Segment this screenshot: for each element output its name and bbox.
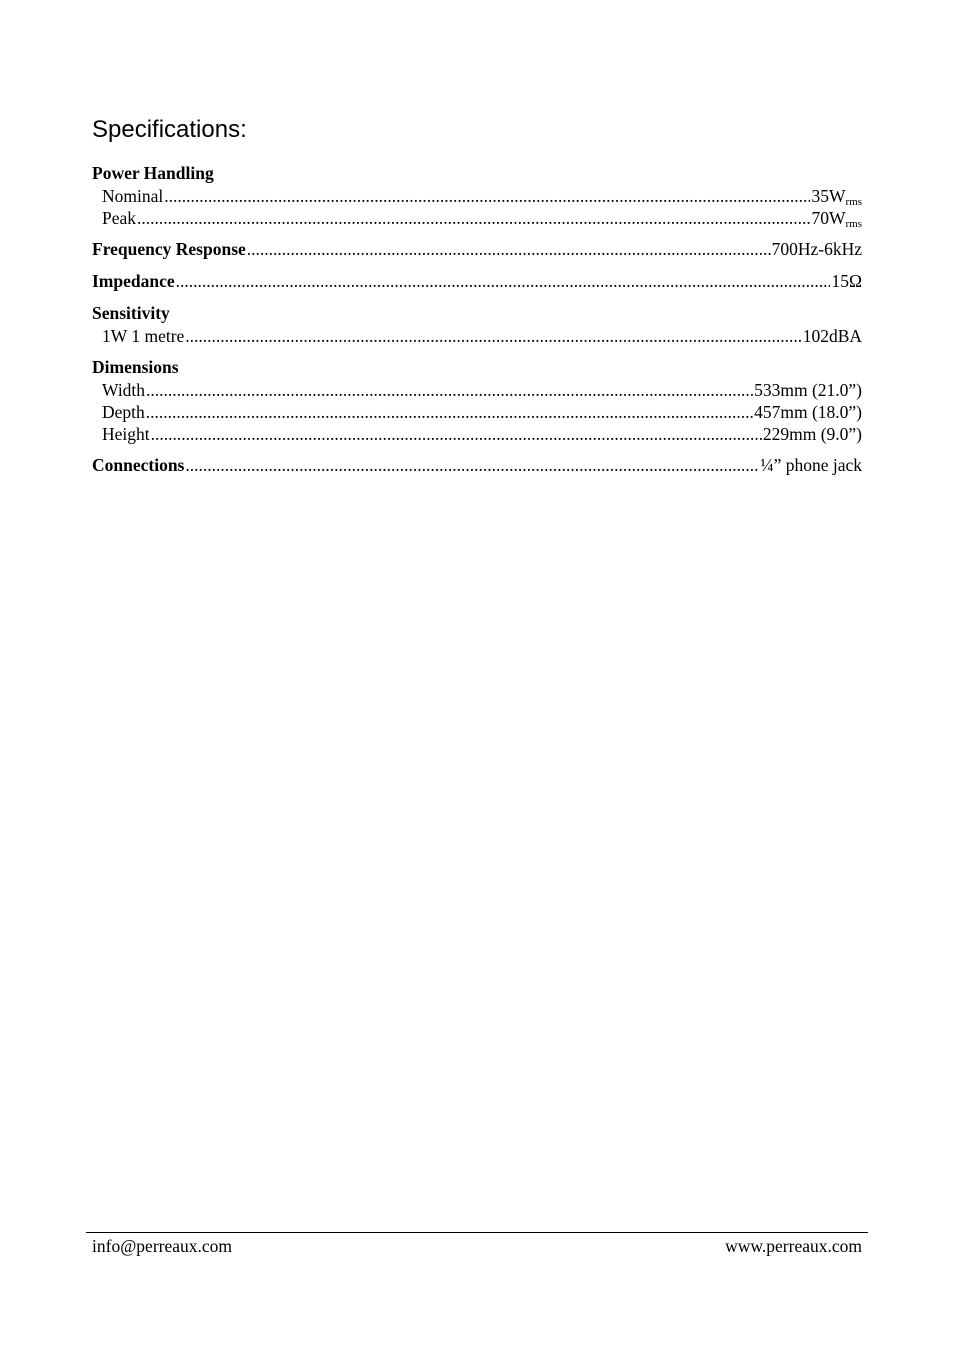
leader-dots [137, 207, 810, 229]
connections-value: ¼” phone jack [760, 455, 862, 475]
peak-value-group [811, 207, 862, 229]
page-footer [92, 1235, 862, 1257]
sensitivity-label: 1W 1 metre [102, 326, 185, 346]
sensitivity-section [92, 302, 862, 347]
connections-section [92, 454, 862, 477]
frequency-response-label: Frequency Response [92, 239, 246, 259]
leader-dots [164, 185, 810, 207]
nominal-row [92, 185, 862, 207]
power-handling-section [92, 162, 862, 229]
dimensions-section [92, 356, 862, 445]
footer-divider [86, 1232, 868, 1233]
power-handling-heading: Power Handling [92, 163, 214, 183]
peak-row [92, 207, 862, 229]
impedance-label: Impedance [92, 271, 175, 291]
connections-label: Connections [92, 455, 185, 475]
leader-dots [146, 379, 753, 401]
impedance-section [92, 270, 862, 293]
leader-dots [185, 325, 801, 347]
nominal-unit-subscript: rms [845, 196, 862, 208]
page-title: Specifications: [92, 116, 247, 143]
width-row [92, 379, 862, 401]
leader-dots [151, 423, 762, 445]
peak-value: 70W [811, 208, 846, 228]
peak-unit-subscript: rms [845, 218, 862, 230]
depth-value: 457mm (18.0”) [754, 402, 862, 422]
specifications-list [92, 162, 862, 486]
impedance-row [92, 270, 862, 293]
width-value: 533mm (21.0”) [754, 380, 862, 400]
frequency-response-section [92, 238, 862, 261]
nominal-label: Nominal [102, 186, 164, 206]
sensitivity-row [92, 325, 862, 347]
sensitivity-value: 102dBA [802, 326, 862, 346]
leader-dots [146, 401, 753, 423]
nominal-value-group [811, 185, 862, 207]
frequency-response-row [92, 238, 862, 261]
frequency-response-value: 700Hz-6kHz [771, 239, 862, 259]
height-row [92, 423, 862, 445]
leader-dots [185, 454, 759, 477]
leader-dots [176, 270, 831, 293]
height-value: 229mm (9.0”) [762, 424, 862, 444]
impedance-value: 15Ω [831, 271, 862, 291]
footer-website: www.perreaux.com [725, 1236, 862, 1256]
connections-row [92, 454, 862, 477]
leader-dots [247, 238, 771, 261]
depth-row [92, 401, 862, 423]
dimensions-heading: Dimensions [92, 357, 179, 377]
footer-email: info@perreaux.com [92, 1236, 233, 1256]
nominal-value: 35W [811, 186, 846, 206]
depth-label: Depth [102, 402, 145, 422]
sensitivity-heading: Sensitivity [92, 303, 170, 323]
width-label: Width [102, 380, 146, 400]
height-label: Height [102, 424, 150, 444]
peak-label: Peak [102, 208, 137, 228]
